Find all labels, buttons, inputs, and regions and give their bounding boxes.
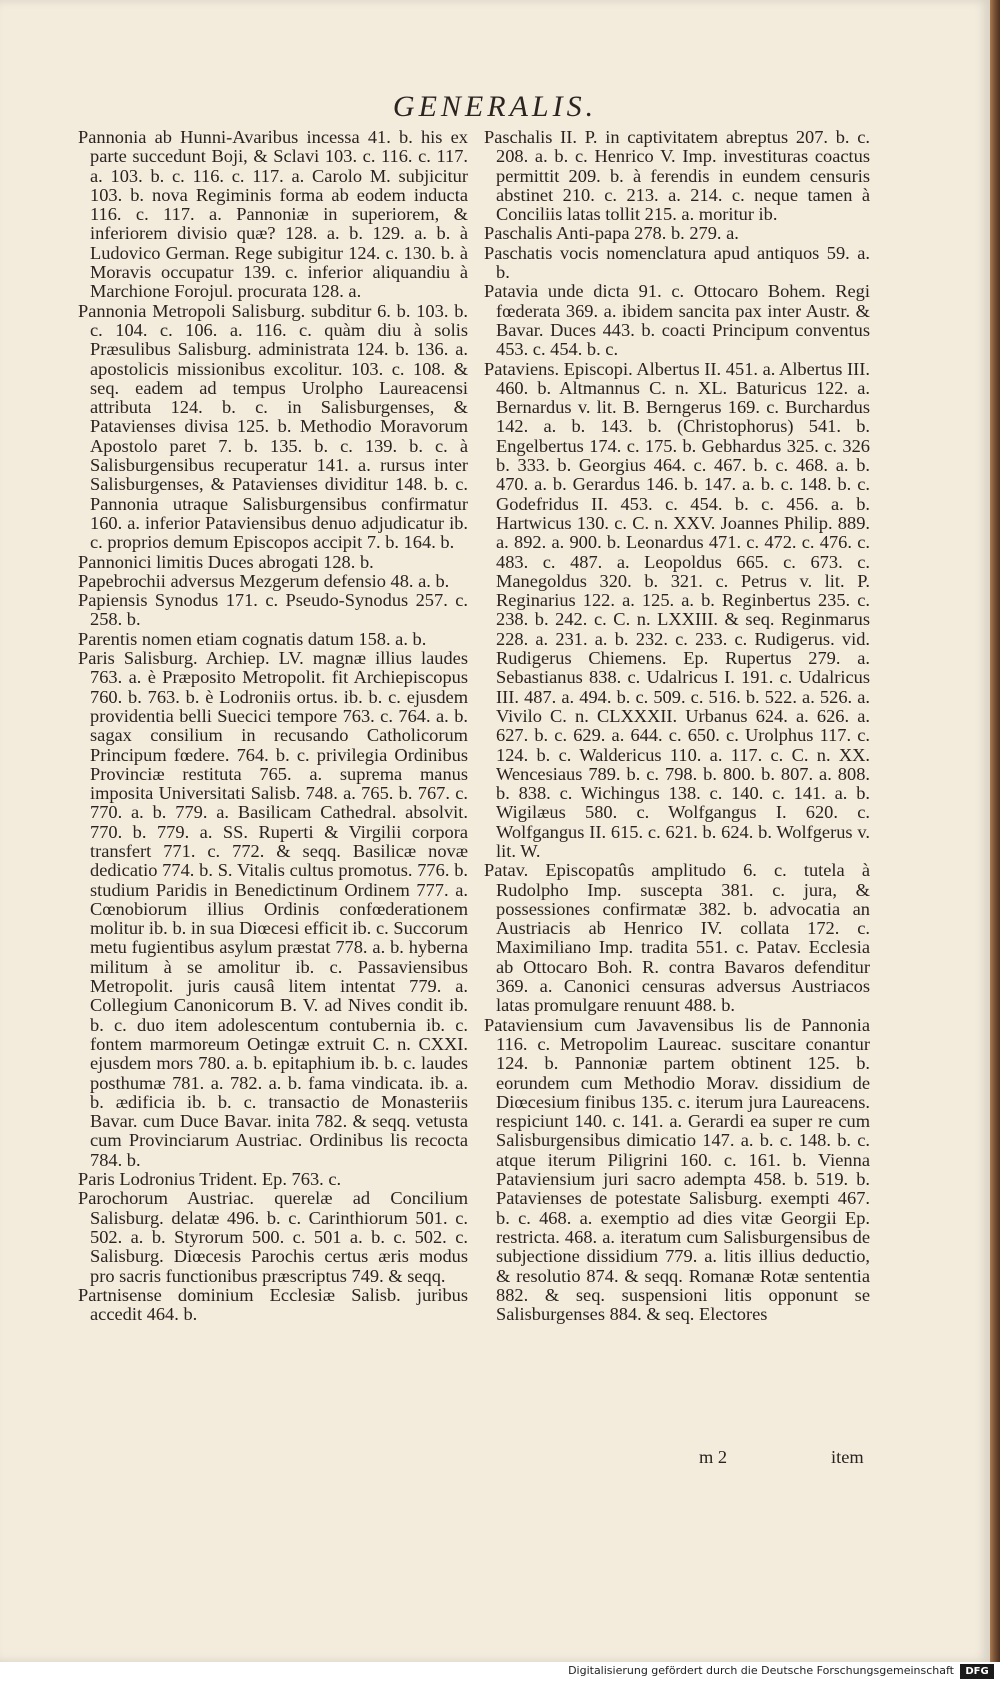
- index-entry: Paschalis Anti-papa 278. b. 279. a.: [484, 223, 739, 244]
- right-column: [484, 128, 870, 1324]
- index-entry: Patav. Episcopatûs amplitudo 6. c. tutela à Rudolpho Imp. suscepta 381. c. jura, & possessiones confirmatæ 382. b. advocatia an Austriacis ab Henrico IV. collata 172. c. Maximiliano Imp. tradita 551. c. Patav. Ecclesia ab Ottocaro Boh. R. contra Bavaros defenditur 369. a. Canonici censuras adversus Austriacos latas promulgare renuunt 488. b.: [484, 860, 870, 1016]
- index-entry: Parochorum Austriac. querelæ ad Concilium Salisburg. delatæ 496. b. c. Carinthiorum 501. c. 502. a. b. Styrorum 500. c. 501 a. b. c. 502. c. Salisburg. Diœcesis Parochis certus æris modus pro sacris functionibus præscriptus 749. & seqq.: [78, 1188, 468, 1286]
- index-entry: Paschalis II. P. in captivitatem abreptus 207. b. c. 208. a. b. c. Henrico V. Imp. investituras coactus permittit 209. b. à ferendis in eundem censuris abstinet 210. c. 213. a. 214. c. neque tamen à Conciliis latas tollit 215. a. moritur ib.: [484, 127, 870, 225]
- index-entry: Pannonia ab Hunni-Avaribus incessa 41. b. his ex parte succedunt Boji, & Sclavi 103. c. 116. c. 117. a. 103. b. c. 116. c. 117. a. Carolo M. subjicitur 103. b. nova Regiminis forma ab eodem inducta 116. c. 117. a. Pannoniæ in superiorem, & inferiorem divisio quæ? 128. a. b. 129. a. b. à Ludovico German. Rege subigitur 124. c. 130. b. à Moravis occupatur 139. c. inferior aliquandiu à Marchione Forojul. procurata 128. a.: [78, 127, 468, 302]
- index-entry: Patavia unde dicta 91. c. Ottocaro Bohem. Regi fœderata 369. a. ibidem sancita pax inter Austr. & Bavar. Duces 443. b. coacti Principum conventus 453. c. 454. b. c.: [484, 281, 870, 360]
- index-entry: Papiensis Synodus 171. c. Pseudo-Synodus 257. c. 258. b.: [78, 590, 468, 630]
- catchword: item: [831, 1447, 864, 1467]
- index-entry: Parentis nomen etiam cognatis datum 158. a. b.: [78, 628, 427, 649]
- footer-credit: Digitalisierung gefördert durch die Deutsche Forschungsgemeinschaft: [568, 1664, 954, 1677]
- index-entry: Paris Lodronius Trident. Ep. 763. c.: [78, 1169, 342, 1190]
- left-column: [78, 128, 468, 1324]
- page-edge: [990, 0, 1000, 1662]
- dfg-logo-icon: DFG: [960, 1664, 994, 1679]
- signature-mark: m 2: [699, 1447, 728, 1467]
- index-entry: Pataviensium cum Javavensibus lis de Pannonia 116. c. Metropolim Laureac. suscitare conantur 124. b. Pannoniæ partem obtinent 125. b. eorundem cum Methodio Morav. dissidium de Diœcesium finibus 135. c. iterum jura Laureacens. respiciunt 140. c. 141. a. Gerardi ea super re cum Salisburgensibus dimicatio 147. a. b. c. 148. b. c. atque iterum Piligrini 160. c. 161. b. Vienna Pataviensium juri sacro adempta 458. b. 519. b. Patavienses de potestate Salisburg. exempti 467. b. c. 468. a. exemptio ad dies vitæ Georgii Ep. restricta. 468. a. iteratum cum Salisburgensibus de subjectione dissidium 779. a. litis illius deductio, & resolutio 874. & seqq. Romanæ Rotæ sententia 882. & seq. suspensioni litis opponunt se Salisburgenses 884. & seq. Electores: [484, 1014, 870, 1325]
- index-entry: Papebrochii adversus Mezgerum defensio 48. a. b.: [78, 570, 450, 591]
- running-head: GENERALIS.: [392, 90, 598, 123]
- index-entry: Pannonia Metropoli Salisburg. subditur 6. b. 103. b. c. 104. c. 106. a. 116. c. quàm diu à solis Præsulibus Salisburg. administrata 124. b. 136. a. apostolicis missionibus excolitur. 103. c. 108. & seq. eadem ad tempus Urolpho Laureacensi attributa 124. b. c. in Salisburgenses, & Patavienses divisa 125. b. Methodio Moravorum Apostolo paret 7. b. 135. b. c. 139. b. c. à Salisburgensibus recuperatur 141. a. rursus inter Salisburgenses, & Patavienses dividitur 148. b. c. Pannonia utraque Salisburgensibus confirmatur 160. a. inferior Pataviensibus denuo adjudicatur ib. c. proprios demum Episcopos accipit 7. b. 164. b.: [78, 300, 468, 553]
- index-entry: Partnisense dominium Ecclesiæ Salisb. juribus accedit 464. b.: [78, 1284, 468, 1325]
- footer-bar: [0, 1662, 1000, 1682]
- index-entry: Paris Salisburg. Archiep. LV. magnæ illius laudes 763. a. è Præposito Metropolit. fit Archiepiscopus 760. b. 763. b. è Lodroniis ortus. ib. b. c. ejusdem providentia belli Suecici tempore 763. c. 764. a. b. sagax consilium in recusando Catholicorum Principum fœdere. 764. b. c. privilegia Ordinibus Provinciæ restituta 765. a. suprema manus imposita Universitati Salisb. 748. a. 765. b. 767. c. 770. a. b. 779. a. Basilicam Cathedral. absolvit. 770. b. 779. a. SS. Ruperti & Virgilii corpora transfert 771. c. 772. & seqq. Basilicæ novæ dedicatio 774. b. S. Vitalis cultus promotus. 776. b. studium Paridis in Benedictinum Ordinem 777. a. Cœnobiorum illius Ordinis confœderationem molitur ib. b. in sua Diœcesi efficit ib. c. Succorum metu fugientibus asylum præstat 778. a. b. hyberna militum à se amolitur ib. c. Passaviensibus Metropolit. juris causâ litem intentat 779. a. Collegium Canonicorum B. V. ad Nives condit ib. b. c. duo item adolescentum contubernia ib. c. fontem marmoreum Oetingæ extruit C. n. CXXI. ejusdem mors 780. a. b. epitaphium ib. b. c. laudes posthumæ 781. a. 782. a. b. fama vindicata. ib. a. b. ædificia ib. b. c. transactio de Monasteriis Bavar. cum Duce Bavar. inita 782. & seqq. vetusta cum Provinciarum Austriac. Ordinibus lis recocta 784. b.: [78, 648, 468, 1170]
- index-entry: Pataviens. Episcopi. Albertus II. 451. a. Albertus III. 460. b. Altmannus C. n. XL. Baturicus 122. a. Bernardus v. lit. B. Berngerus 169. c. Burchardus 142. a. b. 143. b. (Christophorus) 541. b. Engelbertus 174. c. 175. b. Gebhardus 325. c. 326 b. 333. b. Georgius 464. c. 467. b. c. 468. a. b. 470. a. b. Gerardus 146. b. 147. a. b. c. 148. b. c. Godefridus II. 453. c. 454. b. c. 456. a. b. Hartwicus 130. c. C. n. XXV. Joannes Philip. 889. a. 892. a. 900. b. Leonardus 471. c. 472. c. 476. c. 483. c. 487. a. Leopoldus 665. c. 673. c. Manegoldus 320. b. 321. c. Petrus v. lit. P. Reginarius 122. a. 125. a. b. Reginbertus 235. c. 238. b. 242. c. C. n. LXXIII. & seq. Reginmarus 228. a. 231. a. b. 232. c. 233. c. Rudigerus. vid. Rudigerus Chiemens. Ep. Rupertus 279. a. Sebastianus 838. c. Udalricus I. 191. c. Udalricus III. 487. a. 494. b. c. 509. c. 516. b. 522. a. 526. a. Vivilo C. n. CLXXXII. Urbanus 624. a. 626. a. 627. b. c. 629. a. 644. c. 650. c. Urolphus 117. c. 124. b. c. Waldericus 110. a. 117. c. C. n. XX. Wencesiaus 789. b. c. 798. b. 800. b. 807. a. 808. b. 838. c. Wichingus 138. c. 140. c. 141. a. b. Wigilæus 580. c. Wolfgangus I. 620. c. Wolfgangus II. 615. c. 621. b. 624. b. Wolfgerus v. lit. W.: [484, 358, 870, 861]
- index-entry: Paschatis vocis nomenclatura apud antiquos 59. a. b.: [484, 242, 870, 283]
- index-entry: Pannonici limitis Duces abrogati 128. b.: [78, 551, 374, 572]
